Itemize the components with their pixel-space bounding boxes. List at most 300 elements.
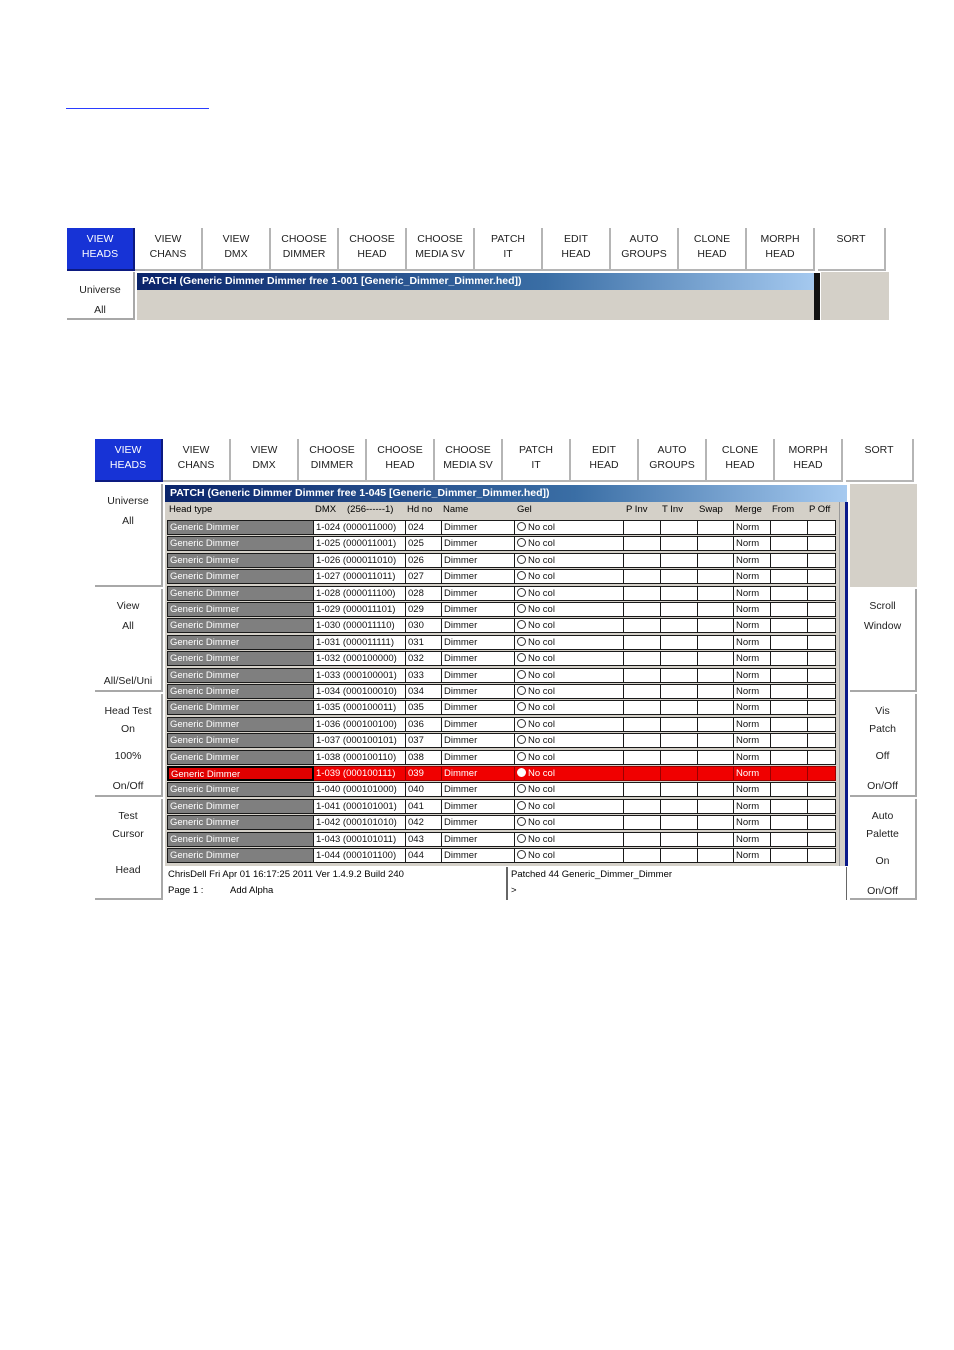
hyperlink-underline[interactable] [66, 108, 209, 109]
cell-dmx[interactable] [314, 602, 406, 617]
cell-pinv[interactable] [624, 750, 661, 765]
radio-icon[interactable] [517, 555, 526, 564]
cell-merge[interactable] [734, 700, 771, 715]
cell-merge[interactable] [734, 848, 771, 863]
cell-pinv[interactable] [624, 766, 661, 781]
cell-from[interactable] [771, 717, 808, 732]
toolbar-button-choose-head[interactable] [367, 439, 435, 482]
cell-tinv[interactable] [661, 635, 698, 650]
cell-merge[interactable] [734, 586, 771, 601]
cell-poff[interactable] [808, 602, 836, 617]
cell-tinv[interactable] [661, 717, 698, 732]
toolbar-button-sort[interactable] [846, 439, 914, 482]
cell-gel[interactable] [515, 635, 624, 650]
cell-tinv[interactable] [661, 536, 698, 551]
cell-gel[interactable] [515, 618, 624, 633]
radio-icon[interactable] [517, 637, 526, 646]
cell-poff[interactable] [808, 668, 836, 683]
cell-from[interactable] [771, 832, 808, 847]
cell-poff[interactable] [808, 782, 836, 797]
cell-swap[interactable] [698, 717, 734, 732]
cell-tinv[interactable] [661, 750, 698, 765]
cell-tinv[interactable] [661, 815, 698, 830]
cell-swap[interactable] [698, 782, 734, 797]
toolbar-button-choose-media-sv[interactable] [435, 439, 503, 482]
cell-pinv[interactable] [624, 684, 661, 699]
cell-tinv[interactable] [661, 569, 698, 584]
cell-hd[interactable] [406, 553, 442, 568]
table-row[interactable] [167, 684, 837, 700]
cell-gel[interactable] [515, 717, 624, 732]
cell-poff[interactable] [808, 766, 836, 781]
cell-tinv[interactable] [661, 684, 698, 699]
cell-name[interactable] [442, 832, 515, 847]
cell-pinv[interactable] [624, 799, 661, 814]
cell-pinv[interactable] [624, 668, 661, 683]
cell-pinv[interactable] [624, 586, 661, 601]
cell-poff[interactable] [808, 750, 836, 765]
radio-icon[interactable] [517, 784, 526, 793]
cell-poff[interactable] [808, 700, 836, 715]
cell-type[interactable] [167, 700, 314, 715]
cell-dmx[interactable] [314, 569, 406, 584]
toolbar-button-choose-dimmer[interactable] [271, 228, 339, 271]
cell-pinv[interactable] [624, 553, 661, 568]
cell-swap[interactable] [698, 635, 734, 650]
radio-icon[interactable] [517, 850, 526, 859]
column-header-dmx[interactable]: DMX [315, 504, 337, 515]
cell-name[interactable] [442, 553, 515, 568]
toolbar-button-view-heads[interactable] [95, 439, 163, 482]
toolbar-button-auto-groups[interactable] [611, 228, 679, 271]
table-row[interactable] [167, 733, 837, 749]
cell-merge[interactable] [734, 684, 771, 699]
cell-merge[interactable] [734, 766, 771, 781]
cell-merge[interactable] [734, 553, 771, 568]
cell-pinv[interactable] [624, 635, 661, 650]
cell-pinv[interactable] [624, 848, 661, 863]
cell-swap[interactable] [698, 700, 734, 715]
toolbar-button-morph-head[interactable] [747, 228, 815, 271]
cell-pinv[interactable] [624, 733, 661, 748]
cell-name[interactable] [442, 799, 515, 814]
cell-gel[interactable] [515, 553, 624, 568]
cell-poff[interactable] [808, 848, 836, 863]
command-prompt[interactable]: > [511, 885, 517, 896]
cell-swap[interactable] [698, 832, 734, 847]
table-row[interactable] [167, 602, 837, 618]
cell-pinv[interactable] [624, 569, 661, 584]
cell-tinv[interactable] [661, 553, 698, 568]
cell-from[interactable] [771, 602, 808, 617]
cell-tinv[interactable] [661, 832, 698, 847]
cell-pinv[interactable] [624, 700, 661, 715]
scroll-window-button[interactable] [850, 589, 917, 692]
cell-dmx[interactable] [314, 799, 406, 814]
cell-pinv[interactable] [624, 536, 661, 551]
table-row[interactable] [167, 536, 837, 552]
table-row[interactable] [167, 586, 837, 602]
radio-icon[interactable] [517, 604, 526, 613]
cell-swap[interactable] [698, 536, 734, 551]
cell-poff[interactable] [808, 684, 836, 699]
cell-tinv[interactable] [661, 618, 698, 633]
column-header-hd[interactable]: Hd no [407, 504, 433, 515]
cell-gel[interactable] [515, 668, 624, 683]
cell-hd[interactable] [406, 733, 442, 748]
cell-gel[interactable] [515, 733, 624, 748]
cell-poff[interactable] [808, 799, 836, 814]
cell-pinv[interactable] [624, 651, 661, 666]
cell-gel[interactable] [515, 832, 624, 847]
radio-icon[interactable] [517, 588, 526, 597]
toolbar-button-view-heads[interactable] [67, 228, 135, 271]
cell-pinv[interactable] [624, 618, 661, 633]
cell-type[interactable] [167, 536, 314, 551]
toolbar-button-sort[interactable] [818, 228, 886, 271]
cell-type[interactable] [167, 717, 314, 732]
cell-merge[interactable] [734, 635, 771, 650]
cell-gel[interactable] [515, 536, 624, 551]
cell-swap[interactable] [698, 668, 734, 683]
cell-poff[interactable] [808, 717, 836, 732]
cell-dmx[interactable] [314, 635, 406, 650]
cell-hd[interactable] [406, 766, 442, 781]
cell-from[interactable] [771, 684, 808, 699]
cell-hd[interactable] [406, 569, 442, 584]
cell-hd[interactable] [406, 799, 442, 814]
cell-from[interactable] [771, 799, 808, 814]
cell-from[interactable] [771, 668, 808, 683]
cell-type[interactable] [167, 668, 314, 683]
cell-tinv[interactable] [661, 733, 698, 748]
cell-dmx[interactable] [314, 700, 406, 715]
radio-icon[interactable] [517, 768, 526, 777]
toolbar-button-view-dmx[interactable] [231, 439, 299, 482]
radio-icon[interactable] [517, 834, 526, 843]
cell-dmx[interactable] [314, 618, 406, 633]
cell-from[interactable] [771, 536, 808, 551]
cell-from[interactable] [771, 618, 808, 633]
column-header-poff[interactable]: P Off [809, 504, 831, 515]
cell-from[interactable] [771, 815, 808, 830]
cell-swap[interactable] [698, 684, 734, 699]
cell-pinv[interactable] [624, 520, 661, 535]
radio-icon[interactable] [517, 702, 526, 711]
cell-poff[interactable] [808, 651, 836, 666]
cell-poff[interactable] [808, 569, 836, 584]
cell-name[interactable] [442, 684, 515, 699]
cell-dmx[interactable] [314, 848, 406, 863]
cell-name[interactable] [442, 782, 515, 797]
column-header-gel[interactable]: Gel [517, 504, 532, 515]
cell-hd[interactable] [406, 635, 442, 650]
cell-pinv[interactable] [624, 782, 661, 797]
toolbar-button-choose-dimmer[interactable] [299, 439, 367, 482]
cell-tinv[interactable] [661, 602, 698, 617]
cell-merge[interactable] [734, 750, 771, 765]
toolbar-button-edit-head[interactable] [571, 439, 639, 482]
cell-dmx[interactable] [314, 832, 406, 847]
cell-name[interactable] [442, 815, 515, 830]
radio-icon[interactable] [517, 719, 526, 728]
cell-type[interactable] [167, 782, 314, 797]
cell-gel[interactable] [515, 700, 624, 715]
cell-from[interactable] [771, 569, 808, 584]
cell-swap[interactable] [698, 651, 734, 666]
cell-from[interactable] [771, 700, 808, 715]
cell-name[interactable] [442, 602, 515, 617]
column-header-merge[interactable]: Merge [735, 504, 762, 515]
radio-icon[interactable] [517, 620, 526, 629]
cell-swap[interactable] [698, 586, 734, 601]
cell-gel[interactable] [515, 520, 624, 535]
cell-name[interactable] [442, 766, 515, 781]
cell-gel[interactable] [515, 602, 624, 617]
cell-merge[interactable] [734, 717, 771, 732]
cell-type[interactable] [167, 815, 314, 830]
cell-hd[interactable] [406, 700, 442, 715]
table-row-selected[interactable] [167, 766, 837, 782]
column-header-dmxrange[interactable]: (256------1) [347, 504, 394, 515]
cell-merge[interactable] [734, 799, 771, 814]
cell-swap[interactable] [698, 848, 734, 863]
vis-patch-button[interactable] [850, 694, 917, 797]
column-header-from[interactable]: From [772, 504, 795, 515]
cell-hd[interactable] [406, 668, 442, 683]
cell-merge[interactable] [734, 733, 771, 748]
cell-pinv[interactable] [624, 815, 661, 830]
cell-hd[interactable] [406, 684, 442, 699]
cell-merge[interactable] [734, 782, 771, 797]
cell-name[interactable] [442, 750, 515, 765]
column-header-type[interactable]: Head type [169, 504, 213, 515]
toolbar-button-patch-it[interactable] [503, 439, 571, 482]
cell-name[interactable] [442, 848, 515, 863]
cell-gel[interactable] [515, 848, 624, 863]
cell-hd[interactable] [406, 520, 442, 535]
cell-pinv[interactable] [624, 717, 661, 732]
cell-tinv[interactable] [661, 668, 698, 683]
cell-poff[interactable] [808, 815, 836, 830]
cell-tinv[interactable] [661, 520, 698, 535]
cell-name[interactable] [442, 618, 515, 633]
cell-from[interactable] [771, 782, 808, 797]
toolbar-button-clone-head[interactable] [679, 228, 747, 271]
cell-type[interactable] [167, 602, 314, 617]
cell-gel[interactable] [515, 684, 624, 699]
cell-tinv[interactable] [661, 700, 698, 715]
table-row[interactable] [167, 815, 837, 831]
cell-dmx[interactable] [314, 684, 406, 699]
cell-from[interactable] [771, 848, 808, 863]
radio-icon[interactable] [517, 686, 526, 695]
cell-poff[interactable] [808, 536, 836, 551]
column-header-pinv[interactable]: P Inv [626, 504, 648, 515]
cell-tinv[interactable] [661, 586, 698, 601]
radio-icon[interactable] [517, 752, 526, 761]
cell-pinv[interactable] [624, 832, 661, 847]
cell-name[interactable] [442, 569, 515, 584]
cell-swap[interactable] [698, 553, 734, 568]
cell-name[interactable] [442, 668, 515, 683]
cell-type[interactable] [167, 832, 314, 847]
view-button[interactable] [95, 589, 163, 692]
cell-type[interactable] [167, 553, 314, 568]
cell-swap[interactable] [698, 766, 734, 781]
cell-hd[interactable] [406, 815, 442, 830]
table-row[interactable] [167, 668, 837, 684]
test-cursor-button[interactable] [95, 799, 163, 900]
table-row[interactable] [167, 618, 837, 634]
cell-gel[interactable] [515, 750, 624, 765]
cell-type[interactable] [167, 586, 314, 601]
table-row[interactable] [167, 717, 837, 733]
cell-dmx[interactable] [314, 733, 406, 748]
cell-from[interactable] [771, 520, 808, 535]
cell-type[interactable] [167, 618, 314, 633]
cell-gel[interactable] [515, 569, 624, 584]
cell-tinv[interactable] [661, 848, 698, 863]
column-header-swap[interactable]: Swap [699, 504, 723, 515]
cell-from[interactable] [771, 733, 808, 748]
table-row[interactable] [167, 799, 837, 815]
cell-gel[interactable] [515, 782, 624, 797]
cell-dmx[interactable] [314, 651, 406, 666]
cell-poff[interactable] [808, 618, 836, 633]
toolbar-button-view-chans[interactable] [135, 228, 203, 271]
cell-gel[interactable] [515, 799, 624, 814]
toolbar-button-morph-head[interactable] [775, 439, 843, 482]
cell-gel[interactable] [515, 586, 624, 601]
head-test-button[interactable] [95, 694, 163, 797]
cell-tinv[interactable] [661, 799, 698, 814]
cell-hd[interactable] [406, 602, 442, 617]
column-header-tinv[interactable]: T Inv [662, 504, 683, 515]
cell-from[interactable] [771, 766, 808, 781]
cell-poff[interactable] [808, 586, 836, 601]
radio-icon[interactable] [517, 522, 526, 531]
cell-hd[interactable] [406, 586, 442, 601]
cell-poff[interactable] [808, 733, 836, 748]
cell-gel[interactable] [515, 766, 624, 781]
cell-hd[interactable] [406, 717, 442, 732]
cell-poff[interactable] [808, 832, 836, 847]
cell-merge[interactable] [734, 618, 771, 633]
cell-name[interactable] [442, 717, 515, 732]
auto-palette-button[interactable] [850, 799, 917, 900]
cell-pinv[interactable] [624, 602, 661, 617]
cell-type[interactable] [167, 799, 314, 814]
cell-from[interactable] [771, 635, 808, 650]
cell-from[interactable] [771, 750, 808, 765]
cell-from[interactable] [771, 651, 808, 666]
cell-merge[interactable] [734, 569, 771, 584]
cell-poff[interactable] [808, 520, 836, 535]
cell-gel[interactable] [515, 651, 624, 666]
cell-type[interactable] [167, 766, 314, 781]
cell-swap[interactable] [698, 618, 734, 633]
cell-type[interactable] [167, 520, 314, 535]
toolbar-button-view-dmx[interactable] [203, 228, 271, 271]
cell-hd[interactable] [406, 832, 442, 847]
toolbar-button-edit-head[interactable] [543, 228, 611, 271]
cell-tinv[interactable] [661, 651, 698, 666]
cell-swap[interactable] [698, 733, 734, 748]
universe-button-top[interactable] [67, 272, 135, 320]
cell-from[interactable] [771, 586, 808, 601]
cell-merge[interactable] [734, 832, 771, 847]
cell-swap[interactable] [698, 799, 734, 814]
cell-dmx[interactable] [314, 520, 406, 535]
table-row[interactable] [167, 651, 837, 667]
cell-merge[interactable] [734, 651, 771, 666]
cell-hd[interactable] [406, 750, 442, 765]
cell-type[interactable] [167, 569, 314, 584]
universe-button[interactable] [95, 484, 163, 587]
toolbar-button-choose-head[interactable] [339, 228, 407, 271]
cell-type[interactable] [167, 651, 314, 666]
cell-hd[interactable] [406, 651, 442, 666]
cell-swap[interactable] [698, 520, 734, 535]
cell-dmx[interactable] [314, 586, 406, 601]
table-row[interactable] [167, 553, 837, 569]
cell-dmx[interactable] [314, 750, 406, 765]
table-row[interactable] [167, 832, 837, 848]
cell-from[interactable] [771, 553, 808, 568]
cell-poff[interactable] [808, 635, 836, 650]
radio-icon[interactable] [517, 670, 526, 679]
cell-gel[interactable] [515, 815, 624, 830]
cell-dmx[interactable] [314, 766, 406, 781]
toolbar-button-choose-media-sv[interactable] [407, 228, 475, 271]
cell-dmx[interactable] [314, 668, 406, 683]
cell-name[interactable] [442, 733, 515, 748]
toolbar-button-patch-it[interactable] [475, 228, 543, 271]
cell-type[interactable] [167, 635, 314, 650]
cell-merge[interactable] [734, 536, 771, 551]
cell-dmx[interactable] [314, 717, 406, 732]
radio-icon[interactable] [517, 653, 526, 662]
cell-type[interactable] [167, 733, 314, 748]
cell-hd[interactable] [406, 782, 442, 797]
cell-dmx[interactable] [314, 782, 406, 797]
cell-swap[interactable] [698, 602, 734, 617]
cell-name[interactable] [442, 520, 515, 535]
cell-hd[interactable] [406, 536, 442, 551]
cell-hd[interactable] [406, 618, 442, 633]
table-row[interactable] [167, 569, 837, 585]
cell-swap[interactable] [698, 569, 734, 584]
column-header-name[interactable]: Name [443, 504, 469, 515]
radio-icon[interactable] [517, 571, 526, 580]
cell-merge[interactable] [734, 520, 771, 535]
cell-merge[interactable] [734, 815, 771, 830]
table-row[interactable] [167, 635, 837, 651]
cell-name[interactable] [442, 651, 515, 666]
toolbar-button-view-chans[interactable] [163, 439, 231, 482]
cell-tinv[interactable] [661, 766, 698, 781]
radio-icon[interactable] [517, 538, 526, 547]
cell-hd[interactable] [406, 848, 442, 863]
radio-icon[interactable] [517, 735, 526, 744]
cell-swap[interactable] [698, 750, 734, 765]
cell-name[interactable] [442, 586, 515, 601]
table-row[interactable] [167, 782, 837, 798]
cell-name[interactable] [442, 536, 515, 551]
cell-tinv[interactable] [661, 782, 698, 797]
toolbar-button-clone-head[interactable] [707, 439, 775, 482]
